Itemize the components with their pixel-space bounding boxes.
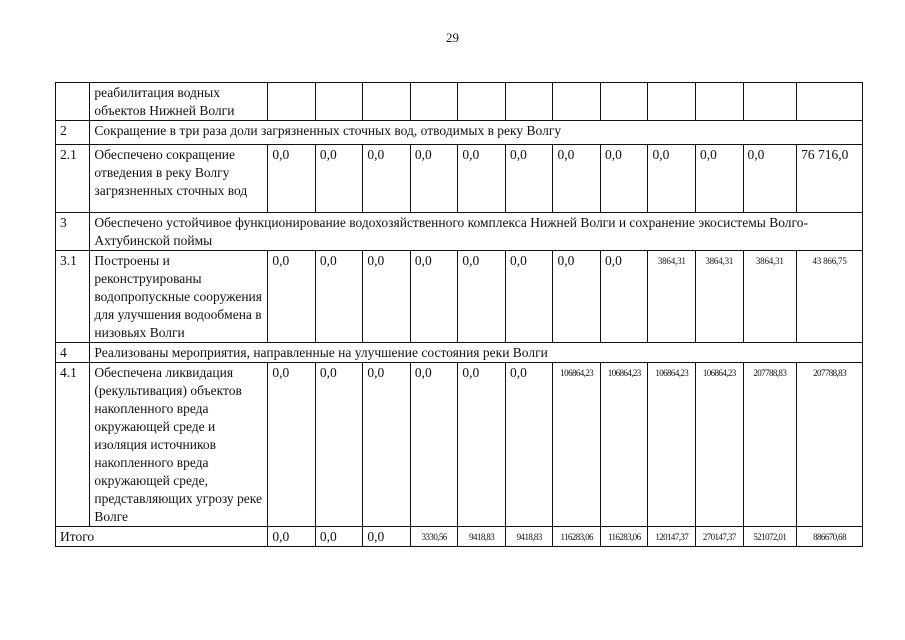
total-value: 9418,83 <box>458 527 506 547</box>
value-cell: 0,0 <box>410 363 458 527</box>
row-id-cell: 3.1 <box>56 251 90 343</box>
total-value: 0,0 <box>363 527 411 547</box>
row-id-cell: 2.1 <box>56 145 90 213</box>
value-cell: 0,0 <box>268 251 316 343</box>
value-cell: 0,0 <box>505 145 553 213</box>
total-value: 521072,01 <box>743 527 797 547</box>
total-value: 9418,83 <box>505 527 553 547</box>
table-row <box>56 251 863 343</box>
section-title: Реализованы мероприятия, направленные на улучшение состояния реки Волги <box>90 343 863 363</box>
value-cell: 0,0 <box>315 251 363 343</box>
row-description: Обеспечено сокращение отведения в реку Волгу загрязненных сточных вод <box>90 145 268 213</box>
total-value: 116283,06 <box>553 527 601 547</box>
value-cell: 207788,83 <box>743 363 797 527</box>
value-cell: 0,0 <box>458 145 506 213</box>
row-id-cell: 4.1 <box>56 363 90 527</box>
row-description: Построены и реконструированы водопропускные сооружения для улучшения водообмена в низовьях Волги <box>90 251 268 343</box>
section-row <box>56 343 863 363</box>
row-id-cell: 2 <box>56 121 90 145</box>
value-cell: 3864,31 <box>696 251 744 343</box>
table-row <box>56 145 863 213</box>
value-cell: 0,0 <box>363 145 411 213</box>
row-description: Обеспечена ликвидация (рекультивация) объектов накопленного вреда окружающей среде и изоляция источников накопленного вреда окружающей среде, представляющих угрозу реке Волге <box>90 363 268 527</box>
table-row <box>56 363 863 527</box>
value-cell: 0,0 <box>696 145 744 213</box>
value-cell: 0,0 <box>458 251 506 343</box>
value-cell: 0,0 <box>363 251 411 343</box>
row-id-cell <box>56 83 90 121</box>
total-value: 116283,06 <box>600 527 648 547</box>
value-cell: 0,0 <box>458 363 506 527</box>
value-cell: 0,0 <box>648 145 696 213</box>
value-cell: 0,0 <box>505 363 553 527</box>
value-cell: 0,0 <box>410 251 458 343</box>
table-row <box>56 83 863 121</box>
value-cell: 106864,23 <box>600 363 648 527</box>
value-cell: 3864,31 <box>743 251 797 343</box>
value-cell: 0,0 <box>553 251 601 343</box>
value-cell: 0,0 <box>600 251 648 343</box>
total-label: Итого <box>56 527 268 547</box>
value-cell: 76 716,0 <box>797 145 863 213</box>
value-cell: 0,0 <box>315 363 363 527</box>
total-value: 3330,56 <box>410 527 458 547</box>
page-number: 29 <box>446 30 459 45</box>
value-cell: 207788,83 <box>797 363 863 527</box>
total-value: 0,0 <box>268 527 316 547</box>
section-title: Сокращение в три раза доли загрязненных сточных вод, отводимых в реку Волгу <box>90 121 863 145</box>
value-cell: 3864,31 <box>648 251 696 343</box>
value-cell: 0,0 <box>268 145 316 213</box>
value-cell: 0,0 <box>363 363 411 527</box>
value-cell: 43 866,75 <box>797 251 863 343</box>
value-cell: 106864,23 <box>553 363 601 527</box>
section-row <box>56 213 863 251</box>
value-cell: 0,0 <box>268 363 316 527</box>
section-title: Обеспечено устойчивое функционирование водохозяйственного комплекса Нижней Волги и сохранение экосистемы Волго-Ахтубинской поймы <box>90 213 863 251</box>
total-value: 270147,37 <box>696 527 744 547</box>
value-cell: 106864,23 <box>696 363 744 527</box>
total-row <box>56 527 863 547</box>
value-cell: 0,0 <box>600 145 648 213</box>
value-cell: 106864,23 <box>648 363 696 527</box>
row-id-cell: 4 <box>56 343 90 363</box>
total-value: 886670,68 <box>797 527 863 547</box>
value-cell: 0,0 <box>553 145 601 213</box>
value-cell: 0,0 <box>410 145 458 213</box>
value-cell: 0,0 <box>505 251 553 343</box>
total-value: 0,0 <box>315 527 363 547</box>
row-id-cell: 3 <box>56 213 90 251</box>
value-cell: 0,0 <box>743 145 797 213</box>
row-description: реабилитация водных объектов Нижней Волги <box>90 83 268 121</box>
budget-table <box>55 82 863 547</box>
total-value: 120147,37 <box>648 527 696 547</box>
value-cell: 0,0 <box>315 145 363 213</box>
section-row <box>56 121 863 145</box>
